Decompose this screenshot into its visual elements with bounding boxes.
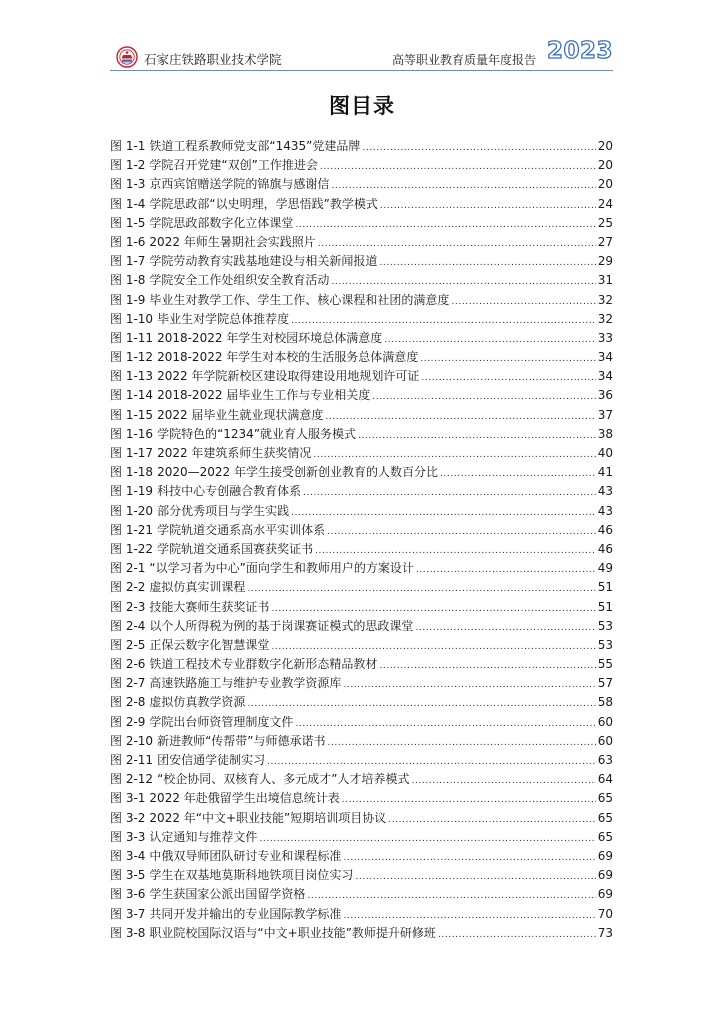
figure-title: 部分优秀项目与学生实践 <box>157 503 290 518</box>
figure-number: 图 1-14 <box>110 388 154 403</box>
figure-number: 图 1-10 <box>110 311 154 326</box>
dot-leader <box>295 715 595 734</box>
page-number: 51 <box>597 580 613 595</box>
figure-list <box>110 137 613 943</box>
toc-entry-label <box>110 578 245 597</box>
figure-title: 认定通知与推荐文件 <box>149 829 258 844</box>
figure-number: 图 3-6 <box>110 887 146 902</box>
toc-entry-label <box>110 214 293 233</box>
toc-entry[interactable] <box>110 636 613 655</box>
toc-entry[interactable] <box>110 367 613 386</box>
dot-leader <box>303 484 596 503</box>
dot-leader <box>320 158 596 177</box>
toc-entry-label <box>110 559 414 578</box>
page-number: 73 <box>597 925 613 940</box>
toc-entry-label <box>110 406 323 425</box>
figure-number: 图 1-17 <box>110 446 154 460</box>
page-number: 20 <box>597 158 613 173</box>
figure-title: 2022 年学院新校区建设取得建设用地规划许可证 <box>157 369 420 384</box>
figure-number: 图 2-11 <box>110 753 154 767</box>
figure-number: 图 3-1 <box>110 791 146 806</box>
page-number: 37 <box>597 407 613 422</box>
dot-leader <box>291 504 596 523</box>
toc-entry-label <box>110 386 370 405</box>
page-number: 31 <box>597 273 613 288</box>
dot-leader <box>325 408 595 427</box>
toc-entry-label <box>110 847 341 866</box>
figure-title: 2022 年建筑系师生获奖情况 <box>157 446 312 460</box>
toc-entry-label <box>110 195 378 214</box>
page-number: 43 <box>597 503 613 518</box>
figure-number: 图 3-8 <box>110 925 146 940</box>
toc-entry[interactable] <box>110 885 613 904</box>
figure-title: 科技中心专创融合教育体系 <box>157 484 302 499</box>
toc-entry-label <box>110 713 293 732</box>
figure-number: 图 1-13 <box>110 369 154 384</box>
page-number: 65 <box>597 810 613 825</box>
toc-entry[interactable] <box>110 828 613 847</box>
page-number: 46 <box>597 522 613 537</box>
figure-number: 图 3-5 <box>110 868 146 883</box>
figure-title: 学院轨道交通系高水平实训体系 <box>157 522 326 537</box>
figure-number: 图 3-4 <box>110 848 146 863</box>
toc-entry-label <box>110 789 340 808</box>
report-title: 高等职业教育质量年度报告 <box>392 53 537 67</box>
page-number: 58 <box>597 695 613 710</box>
toc-entry-label <box>110 233 316 252</box>
dot-leader <box>412 772 596 791</box>
page-number: 34 <box>597 369 613 384</box>
dot-leader <box>327 523 596 542</box>
figure-number: 图 1-2 <box>110 158 146 173</box>
toc-entry-label <box>110 828 257 847</box>
page-number: 38 <box>597 426 613 441</box>
toc-entry-label <box>110 348 418 367</box>
header-divider <box>110 70 613 71</box>
figure-title: 虚拟仿真教学资源 <box>149 695 246 710</box>
figure-title: “以学习者为中心”面向学生和教师用户的方案设计 <box>149 561 414 576</box>
figure-title: 铁道工程技术专业群数字化新形态精品教材 <box>149 657 378 672</box>
figure-number: 图 1-3 <box>110 177 146 192</box>
toc-entry-label <box>110 598 269 617</box>
figure-title: “校企协同、双核育人、多元成才”人才培养模式 <box>157 772 410 787</box>
page-number: 51 <box>597 599 613 614</box>
figure-number: 图 1-16 <box>110 426 154 441</box>
toc-entry-label <box>110 885 305 904</box>
figure-title: 2022 届毕业生就业现状满意度 <box>157 407 324 422</box>
figure-number: 图 1-12 <box>110 350 154 365</box>
figure-number: 图 2-1 <box>110 561 146 576</box>
toc-entry[interactable] <box>110 386 613 405</box>
toc-entry[interactable] <box>110 329 613 348</box>
toc-entry[interactable] <box>110 540 613 559</box>
figure-title: 2018-2022 届毕业生工作与专业相关度 <box>157 388 371 403</box>
figure-number: 图 1-8 <box>110 273 146 288</box>
toc-entry[interactable] <box>110 444 613 463</box>
toc-entry[interactable] <box>110 713 613 732</box>
toc-entry-label <box>110 482 301 501</box>
figure-title: 虚拟仿真实训课程 <box>149 580 246 595</box>
toc-entry-label <box>110 156 318 175</box>
page-header <box>110 40 613 72</box>
figure-number: 图 1-20 <box>110 503 154 518</box>
dot-leader <box>355 868 595 887</box>
figure-title: 技能大赛师生获奖证书 <box>149 599 270 614</box>
school-emblem-icon <box>116 46 138 68</box>
toc-entry[interactable] <box>110 195 613 214</box>
toc-entry[interactable] <box>110 271 613 290</box>
figure-number: 图 1-21 <box>110 522 154 537</box>
figure-number: 图 2-8 <box>110 695 146 710</box>
toc-entry[interactable] <box>110 521 613 540</box>
figure-title: 学院劳动教育实践基地建设与相关新闻报道 <box>149 254 378 269</box>
figure-number: 图 2-10 <box>110 733 154 748</box>
toc-entry-label <box>110 329 382 348</box>
toc-entry[interactable] <box>110 789 613 808</box>
page-number: 53 <box>597 618 613 633</box>
toc-entry-label <box>110 137 360 156</box>
dot-leader <box>247 695 595 714</box>
toc-entry[interactable] <box>110 693 613 712</box>
toc-entry[interactable] <box>110 406 613 425</box>
toc-entry[interactable] <box>110 674 613 693</box>
toc-entry-label <box>110 252 377 271</box>
toc-entry[interactable] <box>110 770 613 789</box>
figure-title: 2018-2022 年学生对本校的生活服务总体满意度 <box>157 350 419 365</box>
toc-entry[interactable] <box>110 233 613 252</box>
figure-title: 高速铁路施工与维护专业教学资源库 <box>149 676 342 691</box>
toc-entry[interactable] <box>110 502 613 521</box>
page-number: 55 <box>597 657 613 672</box>
toc-entry-label <box>110 866 353 885</box>
dot-leader <box>415 619 595 638</box>
page-number: 69 <box>597 868 613 883</box>
page-number: 27 <box>597 234 613 249</box>
dot-leader <box>420 350 595 369</box>
page-number: 49 <box>597 561 613 576</box>
dot-leader <box>343 676 595 695</box>
figure-number: 图 1-15 <box>110 407 154 422</box>
figure-number: 图 2-6 <box>110 657 146 672</box>
toc-entry-label <box>110 809 386 828</box>
page-number: 70 <box>597 906 613 921</box>
figure-title: 2020—2022 年学生接受创新创业教育的人数百分比 <box>157 465 438 480</box>
figure-number: 图 2-9 <box>110 714 146 729</box>
figure-title: 学院思政部数字化立体课堂 <box>149 215 294 230</box>
page-number: 57 <box>597 676 613 691</box>
dot-leader <box>247 580 595 599</box>
figure-title: 2022 年师生暑期社会实践照片 <box>149 234 316 249</box>
dot-leader <box>362 139 595 158</box>
dot-leader <box>307 887 595 906</box>
dot-leader <box>416 561 596 580</box>
figure-number: 图 1-19 <box>110 484 154 499</box>
dot-leader <box>379 254 595 273</box>
dot-leader <box>358 427 596 446</box>
page-number: 43 <box>597 484 613 499</box>
figure-title: 铁道工程系教师党支部“1435”党建品牌 <box>149 139 361 153</box>
figure-number: 图 1-9 <box>110 292 146 307</box>
toc-entry-label <box>110 425 356 444</box>
page-number: 20 <box>597 139 613 153</box>
figure-title: 学院轨道交通系国赛获奖证书 <box>157 541 314 556</box>
toc-entry[interactable] <box>110 598 613 617</box>
toc-entry-label <box>110 502 289 521</box>
school-name: 石家庄铁路职业技术学院 <box>144 52 282 67</box>
toc-entry[interactable] <box>110 425 613 444</box>
toc-entry-label <box>110 770 410 789</box>
toc-entry[interactable] <box>110 175 613 194</box>
toc-entry[interactable] <box>110 924 613 943</box>
toc-entry[interactable] <box>110 252 613 271</box>
figure-title: 学院出台师资管理制度文件 <box>149 714 294 729</box>
figure-number: 图 1-1 <box>110 139 146 153</box>
toc-entry[interactable] <box>110 559 613 578</box>
toc-entry[interactable] <box>110 751 613 770</box>
figure-title: 2022 年赴俄留学生出境信息统计表 <box>149 791 340 806</box>
toc-entry-label <box>110 655 377 674</box>
figure-number: 图 1-4 <box>110 196 146 211</box>
figure-number: 图 1-7 <box>110 254 146 269</box>
dot-leader <box>438 926 596 945</box>
figure-title: 正保云数字化智慧课堂 <box>149 637 270 652</box>
toc-entry[interactable] <box>110 137 613 156</box>
page-number: 65 <box>597 791 613 806</box>
toc-entry-label <box>110 175 329 194</box>
page-number: 53 <box>597 637 613 652</box>
toc-entry-label <box>110 693 245 712</box>
figure-title: 学生获国家公派出国留学资格 <box>149 887 306 902</box>
figure-title: 共同开发并输出的专业国际教学标准 <box>149 906 342 921</box>
toc-entry[interactable] <box>110 905 613 924</box>
year-badge: 2023 <box>547 38 614 64</box>
figure-number: 图 2-4 <box>110 618 146 633</box>
figure-title: 毕业生对学院总体推荐度 <box>157 311 290 326</box>
page-number: 64 <box>597 772 613 787</box>
figure-number: 图 1-11 <box>110 330 154 345</box>
toc-entry-label <box>110 905 341 924</box>
dot-leader <box>379 657 595 676</box>
dot-leader <box>388 811 595 830</box>
figure-number: 图 2-12 <box>110 772 154 787</box>
toc-entry[interactable] <box>110 732 613 751</box>
toc-entry[interactable] <box>110 310 613 329</box>
page-number: 20 <box>597 177 613 192</box>
figure-number: 图 1-18 <box>110 465 154 480</box>
toc-entry-label <box>110 444 311 463</box>
toc-entry[interactable] <box>110 482 613 501</box>
page-number: 41 <box>597 465 613 480</box>
page-number: 69 <box>597 848 613 863</box>
dot-leader <box>295 216 595 235</box>
page-number: 32 <box>597 292 613 307</box>
figure-title: 以个人所得税为例的基于岗课赛证模式的思政课堂 <box>149 618 414 633</box>
toc-entry[interactable] <box>110 847 613 866</box>
toc-entry[interactable] <box>110 809 613 828</box>
figure-number: 图 2-2 <box>110 580 146 595</box>
page-number: 33 <box>597 330 613 345</box>
dot-leader <box>343 849 595 868</box>
toc-entry-label <box>110 751 265 770</box>
figure-title: 学院特色的“1234”就业育人服务模式 <box>157 426 357 441</box>
toc-entry[interactable] <box>110 866 613 885</box>
page-number: 60 <box>597 733 613 748</box>
page-number: 25 <box>597 215 613 230</box>
figure-title: 中俄双导师团队研讨专业和课程标准 <box>149 848 342 863</box>
toc-entry-label <box>110 732 326 751</box>
figure-title: 2022 年“中文+职业技能”短期培训项目协议 <box>149 810 387 825</box>
page-number: 34 <box>597 350 613 365</box>
figure-title: 学院召开党建“双创”工作推进会 <box>149 158 318 173</box>
toc-entry-label <box>110 521 325 540</box>
dot-leader <box>440 465 596 484</box>
figure-number: 图 3-7 <box>110 906 146 921</box>
page-number: 24 <box>597 196 613 211</box>
page-number: 29 <box>597 254 613 269</box>
toc-entry-label <box>110 924 436 943</box>
figure-number: 图 3-3 <box>110 829 146 844</box>
page-number: 63 <box>597 753 613 767</box>
figure-title: 京西宾馆赠送学院的锦旗与感谢信 <box>149 177 330 192</box>
toc-entry-label <box>110 617 413 636</box>
toc-entry-label <box>110 367 419 386</box>
toc-entry[interactable] <box>110 156 613 175</box>
toc-entry-label <box>110 271 329 290</box>
dot-leader <box>372 388 595 407</box>
toc-entry[interactable] <box>110 463 613 482</box>
dot-leader <box>328 734 596 753</box>
figure-title: 学生在双基地莫斯科地铁项目岗位实习 <box>149 868 354 883</box>
figure-title: 职业院校国际汉语与“中文+职业技能”教师提升研修班 <box>149 925 436 940</box>
page-title: 图目录 <box>329 94 395 118</box>
toc-entry[interactable] <box>110 214 613 233</box>
page-number: 36 <box>597 388 613 403</box>
figure-number: 图 2-3 <box>110 599 146 614</box>
figure-title: 学院思政部“以史明理，学思悟践”教学模式 <box>149 196 378 211</box>
figure-title: 团安信通学徒制实习 <box>157 753 266 767</box>
dot-leader <box>380 197 596 216</box>
page-number: 69 <box>597 887 613 902</box>
figure-title: 毕业生对教学工作、学生工作、核心课程和社团的满意度 <box>149 292 450 307</box>
toc-entry-label <box>110 636 269 655</box>
page-number: 40 <box>597 446 613 460</box>
dot-leader <box>421 369 595 388</box>
figure-number: 图 2-7 <box>110 676 146 691</box>
figure-number: 图 1-6 <box>110 234 146 249</box>
figure-number: 图 1-22 <box>110 541 154 556</box>
toc-entry-label <box>110 291 449 310</box>
page-number: 60 <box>597 714 613 729</box>
page-number: 32 <box>597 311 613 326</box>
figure-title: 2018-2022 年学生对校园环境总体满意度 <box>157 330 383 345</box>
dot-leader <box>451 293 595 312</box>
figure-number: 图 3-2 <box>110 810 146 825</box>
toc-entry[interactable] <box>110 655 613 674</box>
toc-entry[interactable] <box>110 578 613 597</box>
figure-title: 新进教师“传帮带”与师德承诺书 <box>157 733 326 748</box>
toc-entry-label <box>110 540 313 559</box>
toc-entry[interactable] <box>110 291 613 310</box>
figure-title: 学院安全工作处组织安全教育活动 <box>149 273 330 288</box>
figure-number: 图 1-5 <box>110 215 146 230</box>
figure-number: 图 2-5 <box>110 637 146 652</box>
toc-entry-label <box>110 463 438 482</box>
toc-entry-label <box>110 674 341 693</box>
toc-entry[interactable] <box>110 617 613 636</box>
page-number: 65 <box>597 829 613 844</box>
toc-entry[interactable] <box>110 348 613 367</box>
page-number: 46 <box>597 541 613 556</box>
toc-entry-label <box>110 310 289 329</box>
